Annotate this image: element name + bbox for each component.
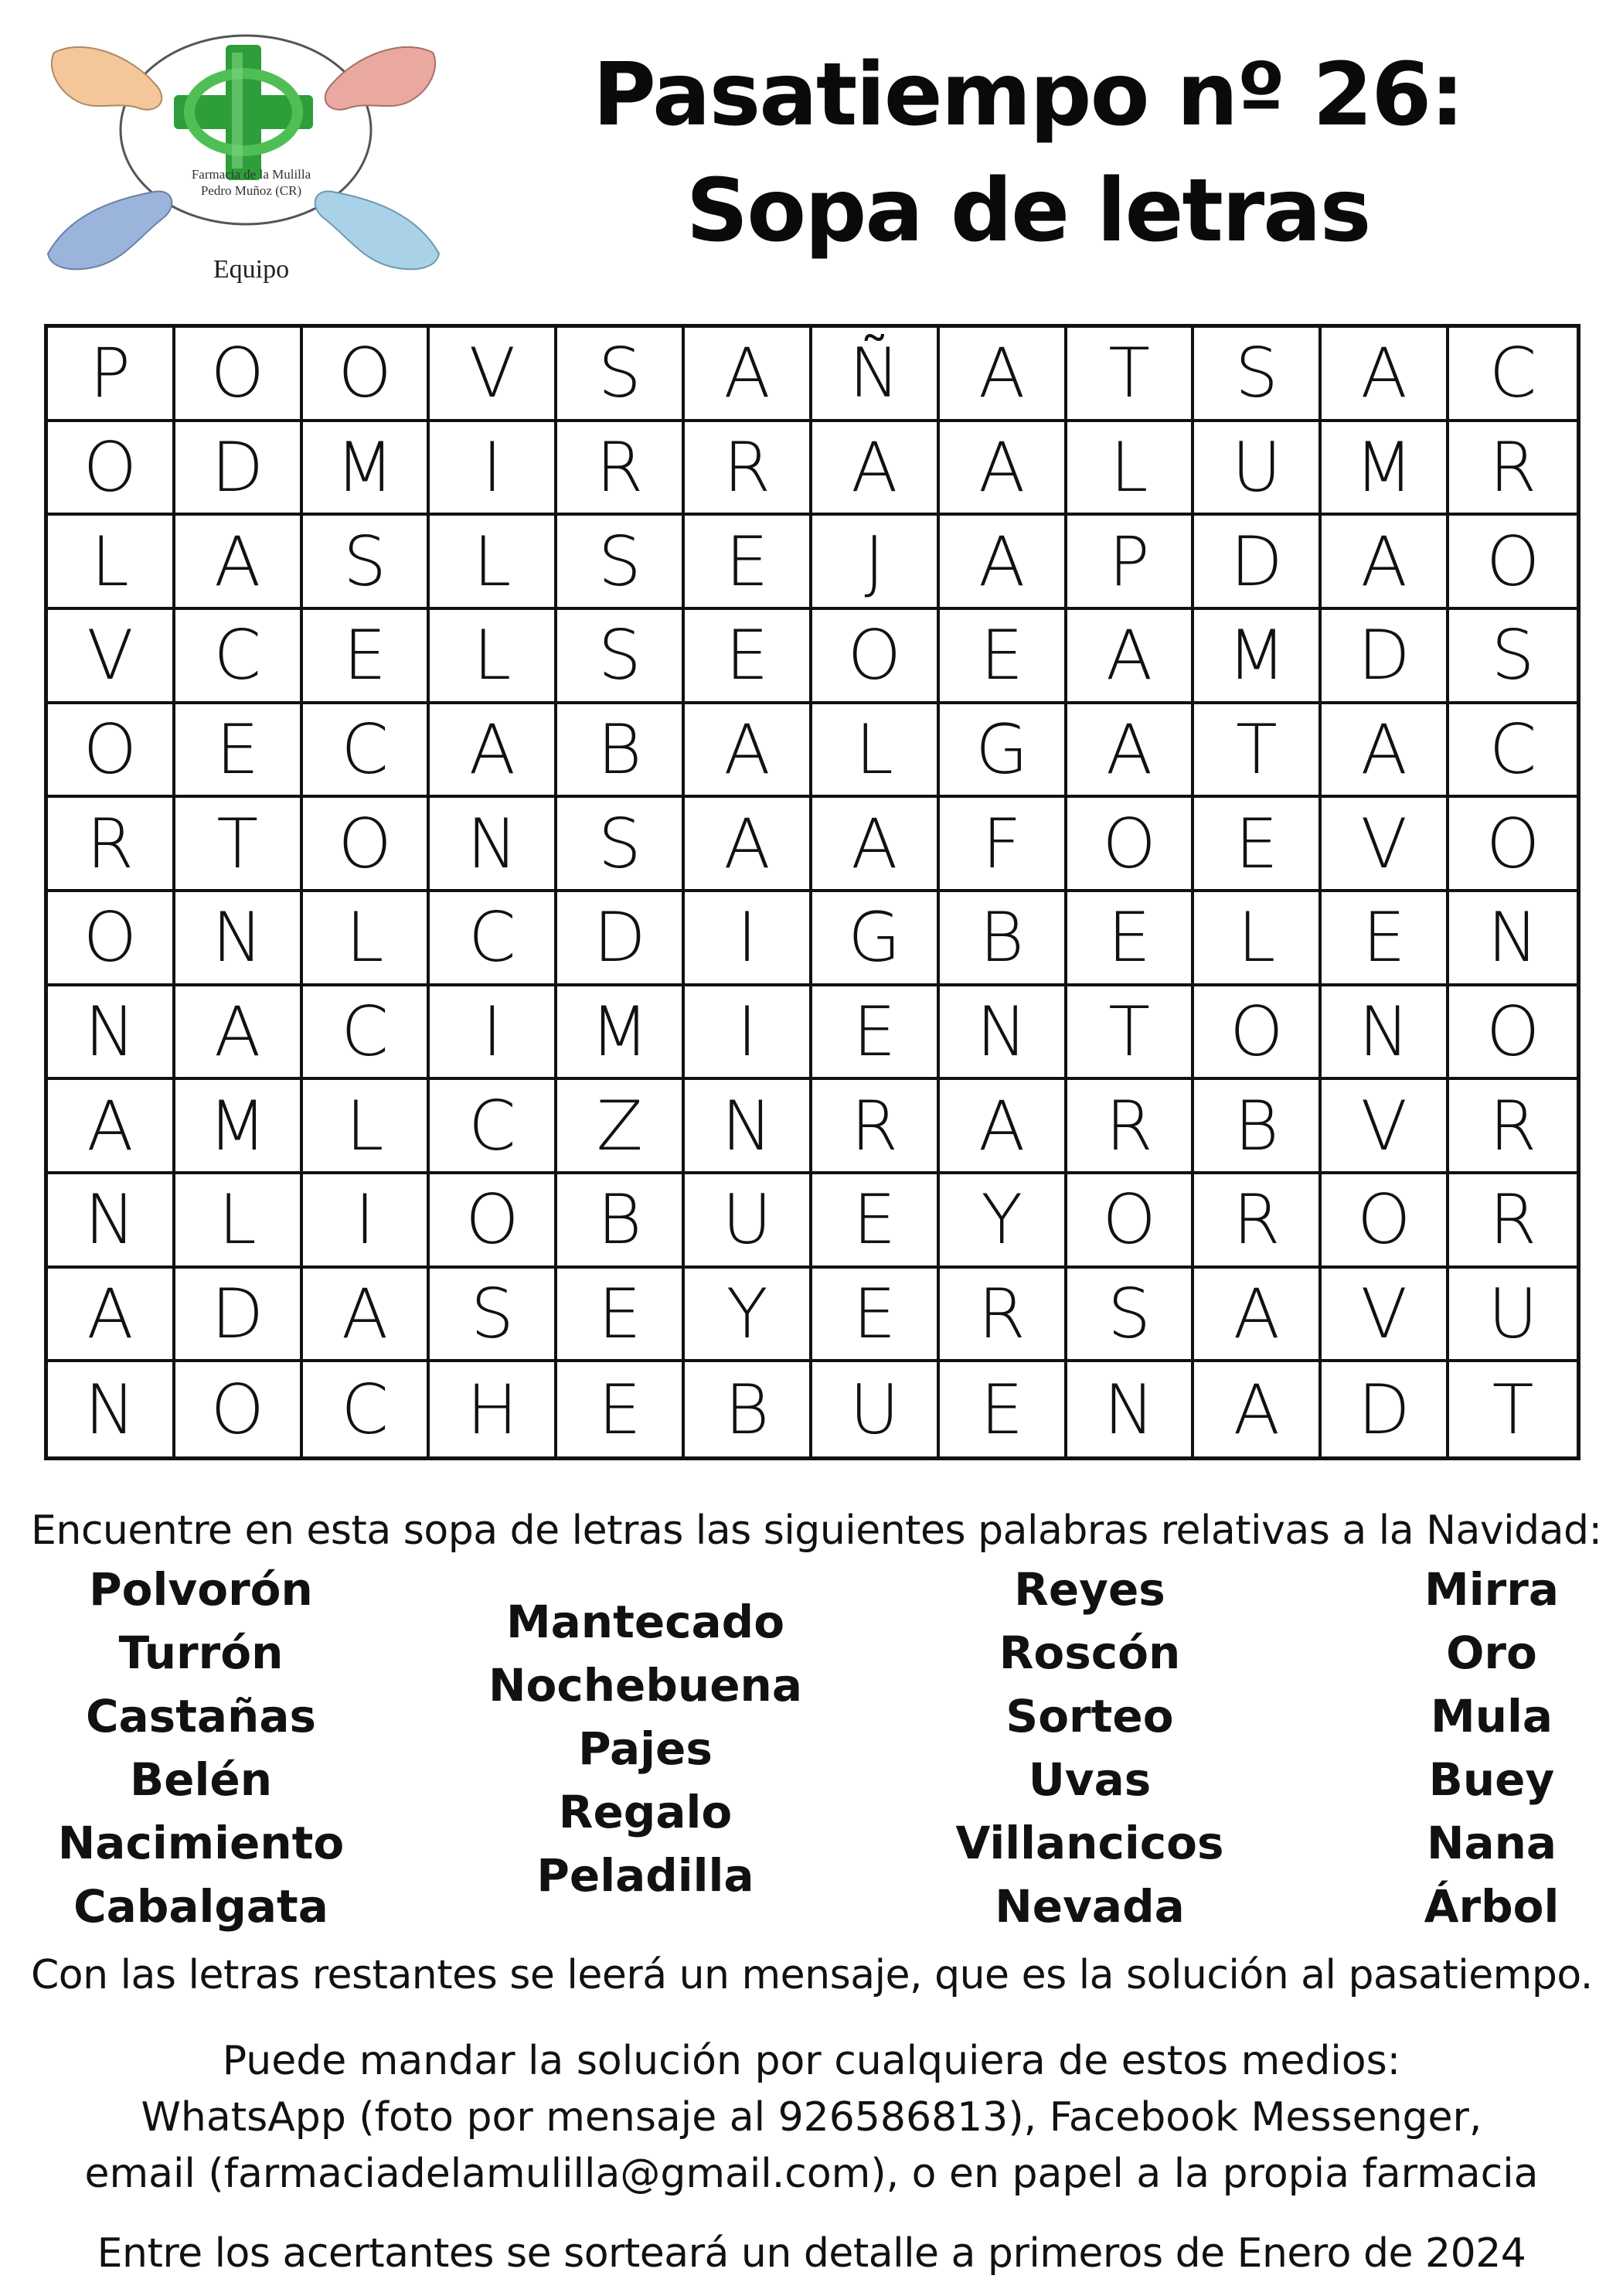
grid-cell: G — [812, 892, 940, 986]
grid-cell: L — [303, 892, 430, 986]
submission-line-1: Puede mandar la solución por cualquiera de estos medios: — [222, 2038, 1401, 2084]
grid-cell: Y — [685, 1269, 812, 1363]
grid-cell: E — [557, 1362, 685, 1456]
grid-cell: C — [430, 892, 557, 986]
grid-cell: R — [1449, 1174, 1577, 1269]
green-cross-icon — [174, 45, 313, 180]
grid-cell: S — [1194, 328, 1322, 422]
submission-line-2: WhatsApp (foto por mensaje al 926586813), Facebook Messenger, — [141, 2094, 1482, 2141]
grid-cell: A — [1322, 516, 1449, 610]
grid-cell: S — [557, 610, 685, 704]
grid-cell: N — [48, 986, 175, 1081]
grid-cell: I — [685, 986, 812, 1081]
grid-cell: L — [1067, 422, 1195, 516]
grid-cell: M — [1194, 610, 1322, 704]
logo-pharmacy-location: Pedro Muñoz (CR) — [200, 183, 302, 198]
grid-cell: O — [48, 704, 175, 799]
grid-cell: O — [1067, 1174, 1195, 1269]
word-item: Mantecado — [505, 1596, 785, 1648]
grid-cell: P — [48, 328, 175, 422]
grid-cell: C — [303, 1362, 430, 1456]
grid-cell: A — [1194, 1362, 1322, 1456]
word-item: Uvas — [1028, 1753, 1152, 1806]
grid-cell: E — [1194, 798, 1322, 892]
grid-cell: S — [1449, 610, 1577, 704]
grid-cell: B — [1194, 1080, 1322, 1174]
grid-cell: A — [303, 1269, 430, 1363]
grid-cell: L — [48, 516, 175, 610]
grid-cell: F — [940, 798, 1067, 892]
grid-cell: Z — [557, 1080, 685, 1174]
grid-cell: G — [940, 704, 1067, 799]
grid-cell: R — [1194, 1174, 1322, 1269]
grid-cell: A — [175, 516, 303, 610]
word-item: Polvorón — [89, 1563, 313, 1616]
word-item: Nevada — [995, 1880, 1185, 1933]
grid-cell: A — [812, 422, 940, 516]
grid-cell: V — [1322, 1080, 1449, 1174]
grid-cell: E — [685, 610, 812, 704]
grid-cell: O — [48, 892, 175, 986]
grid-cell: Y — [940, 1174, 1067, 1269]
grid-cell: A — [940, 516, 1067, 610]
submission-info — [62, 2033, 1561, 2202]
grid-cell: B — [940, 892, 1067, 986]
grid-cell: S — [557, 516, 685, 610]
grid-cell: O — [1194, 986, 1322, 1081]
grid-cell: N — [430, 798, 557, 892]
grid-cell: R — [685, 422, 812, 516]
remaining-letters-note: Con las letras restantes se leerá un mensaje, que es la solución al pasatiempo. — [31, 1952, 1593, 1998]
grid-cell: D — [1194, 516, 1322, 610]
grid-cell: I — [685, 892, 812, 986]
grid-cell: O — [430, 1174, 557, 1269]
grid-cell: R — [1449, 422, 1577, 516]
word-search-grid — [44, 324, 1580, 1460]
grid-cell: A — [1067, 610, 1195, 704]
word-item: Nochebuena — [488, 1659, 802, 1712]
grid-cell: R — [48, 798, 175, 892]
title-line-2: Sopa de letras — [686, 161, 1370, 261]
hand-lightblue-icon — [315, 192, 439, 270]
grid-cell: D — [175, 422, 303, 516]
grid-cell: R — [940, 1269, 1067, 1363]
grid-cell: O — [1449, 798, 1577, 892]
word-item: Nacimiento — [57, 1817, 345, 1869]
grid-cell: E — [812, 1174, 940, 1269]
word-item: Sorteo — [1005, 1690, 1174, 1742]
grid-cell: D — [1322, 1362, 1449, 1456]
grid-cell: E — [1322, 892, 1449, 986]
hand-blue-icon — [48, 192, 172, 270]
grid-cell: N — [685, 1080, 812, 1174]
grid-cell: E — [940, 610, 1067, 704]
grid-cell: O — [812, 610, 940, 704]
grid-cell: Ñ — [812, 328, 940, 422]
grid-cell: U — [1449, 1269, 1577, 1363]
grid-cell: E — [175, 704, 303, 799]
word-item: Árbol — [1424, 1880, 1560, 1933]
grid-cell: A — [940, 422, 1067, 516]
grid-cell: R — [1067, 1080, 1195, 1174]
instruction-text: Encuentre en esta sopa de letras las siguientes palabras relativas a la Navidad: — [31, 1507, 1602, 1554]
word-item: Belén — [129, 1753, 273, 1806]
grid-cell: A — [812, 798, 940, 892]
grid-cell: A — [685, 704, 812, 799]
word-item: Cabalgata — [73, 1880, 328, 1933]
word-item: Mirra — [1424, 1563, 1559, 1616]
word-item: Reyes — [1014, 1563, 1165, 1616]
grid-cell: N — [48, 1362, 175, 1456]
logo-team-label: Equipo — [213, 255, 290, 284]
grid-cell: D — [1322, 610, 1449, 704]
grid-cell: V — [1322, 798, 1449, 892]
word-item: Nana — [1426, 1817, 1557, 1869]
grid-cell: T — [1067, 328, 1195, 422]
grid-cell: T — [175, 798, 303, 892]
grid-cell: A — [940, 1080, 1067, 1174]
grid-cell: U — [685, 1174, 812, 1269]
title-line-1: Pasatiempo nº 26: — [592, 45, 1464, 145]
grid-cell: P — [1067, 516, 1195, 610]
grid-cell: A — [175, 986, 303, 1081]
word-item: Buey — [1428, 1753, 1555, 1806]
grid-cell: A — [1067, 704, 1195, 799]
grid-cell: I — [430, 986, 557, 1081]
grid-cell: E — [557, 1269, 685, 1363]
grid-cell: A — [430, 704, 557, 799]
word-list-column-4 — [1376, 1558, 1608, 1938]
grid-cell: L — [175, 1174, 303, 1269]
grid-cell: N — [175, 892, 303, 986]
grid-cell: L — [812, 704, 940, 799]
grid-cell: E — [303, 610, 430, 704]
grid-cell: I — [430, 422, 557, 516]
grid-cell: D — [557, 892, 685, 986]
hand-orange-icon — [52, 47, 162, 110]
grid-cell: C — [175, 610, 303, 704]
word-item: Castañas — [85, 1690, 317, 1742]
word-item: Pajes — [578, 1722, 713, 1775]
grid-cell: L — [1194, 892, 1322, 986]
grid-cell: D — [175, 1269, 303, 1363]
grid-cell: T — [1194, 704, 1322, 799]
logo-pharmacy-name: Farmacia de la Mulilla — [191, 167, 311, 182]
grid-cell: V — [1322, 1269, 1449, 1363]
grid-cell: A — [685, 798, 812, 892]
grid-cell: C — [303, 986, 430, 1081]
grid-cell: M — [175, 1080, 303, 1174]
grid-cell: N — [940, 986, 1067, 1081]
grid-cell: M — [303, 422, 430, 516]
hand-red-icon — [325, 47, 435, 110]
grid-cell: A — [1322, 328, 1449, 422]
grid-cell: O — [303, 798, 430, 892]
word-item: Roscón — [999, 1627, 1181, 1679]
grid-cell: A — [48, 1269, 175, 1363]
word-item: Turrón — [118, 1627, 284, 1679]
grid-cell: U — [1194, 422, 1322, 516]
grid-cell: A — [48, 1080, 175, 1174]
grid-cell: R — [812, 1080, 940, 1174]
grid-cell: V — [48, 610, 175, 704]
grid-cell: H — [430, 1362, 557, 1456]
prize-draw-note: Entre los acertantes se sorteará un detalle a primeros de Enero de 2024 — [97, 2230, 1526, 2277]
grid-cell: T — [1067, 986, 1195, 1081]
grid-cell: N — [1449, 892, 1577, 986]
grid-cell: J — [812, 516, 940, 610]
grid-cell: E — [1067, 892, 1195, 986]
grid-cell: O — [1449, 516, 1577, 610]
grid-cell: O — [1449, 986, 1577, 1081]
grid-cell: A — [685, 328, 812, 422]
grid-cell: M — [557, 986, 685, 1081]
submission-line-3: email (farmaciadelamulilla@gmail.com), o en papel a la propia farmacia — [84, 2151, 1539, 2197]
grid-cell: V — [430, 328, 557, 422]
word-list-column-3 — [943, 1558, 1237, 1938]
grid-cell: B — [557, 704, 685, 799]
grid-cell: M — [1322, 422, 1449, 516]
grid-cell: S — [557, 798, 685, 892]
word-list-column-2 — [479, 1590, 812, 1907]
grid-cell: S — [557, 328, 685, 422]
grid-cell: C — [1449, 328, 1577, 422]
grid-cell: C — [1449, 704, 1577, 799]
grid-cell: L — [430, 610, 557, 704]
grid-cell: E — [685, 516, 812, 610]
grid-cell: O — [175, 1362, 303, 1456]
grid-cell: O — [1322, 1174, 1449, 1269]
page-title — [495, 37, 1561, 269]
grid-cell: C — [303, 704, 430, 799]
word-item: Peladilla — [536, 1849, 754, 1902]
grid-cell: S — [1067, 1269, 1195, 1363]
grid-cell: R — [557, 422, 685, 516]
grid-cell: A — [1322, 704, 1449, 799]
grid-cell: A — [1194, 1269, 1322, 1363]
grid-cell: S — [430, 1269, 557, 1363]
grid-cell: N — [1322, 986, 1449, 1081]
grid-cell: L — [430, 516, 557, 610]
grid-cell: U — [812, 1362, 940, 1456]
word-item: Oro — [1446, 1627, 1537, 1679]
word-item: Villancicos — [955, 1817, 1224, 1869]
grid-cell: T — [1492, 1369, 1534, 1449]
grid-cell: N — [1067, 1362, 1195, 1456]
grid-cell: B — [685, 1362, 812, 1456]
grid-cell: S — [303, 516, 430, 610]
grid-cell: E — [940, 1362, 1067, 1456]
grid-cell: O — [1067, 798, 1195, 892]
grid-cell: C — [430, 1080, 557, 1174]
grid-cell: A — [940, 328, 1067, 422]
grid-cell: E — [812, 1269, 940, 1363]
grid-cell: E — [812, 986, 940, 1081]
grid-cell: O — [303, 328, 430, 422]
word-list-column-1 — [46, 1558, 356, 1938]
word-item: Regalo — [558, 1786, 733, 1838]
grid-cell: B — [557, 1174, 685, 1269]
logo-caption — [151, 166, 352, 199]
grid-cell: O — [175, 328, 303, 422]
grid-cell: I — [303, 1174, 430, 1269]
grid-cell: O — [48, 422, 175, 516]
grid-cell: L — [303, 1080, 430, 1174]
word-item: Mula — [1430, 1690, 1553, 1742]
grid-cell: R — [1449, 1080, 1577, 1174]
grid-cell: N — [48, 1174, 175, 1269]
